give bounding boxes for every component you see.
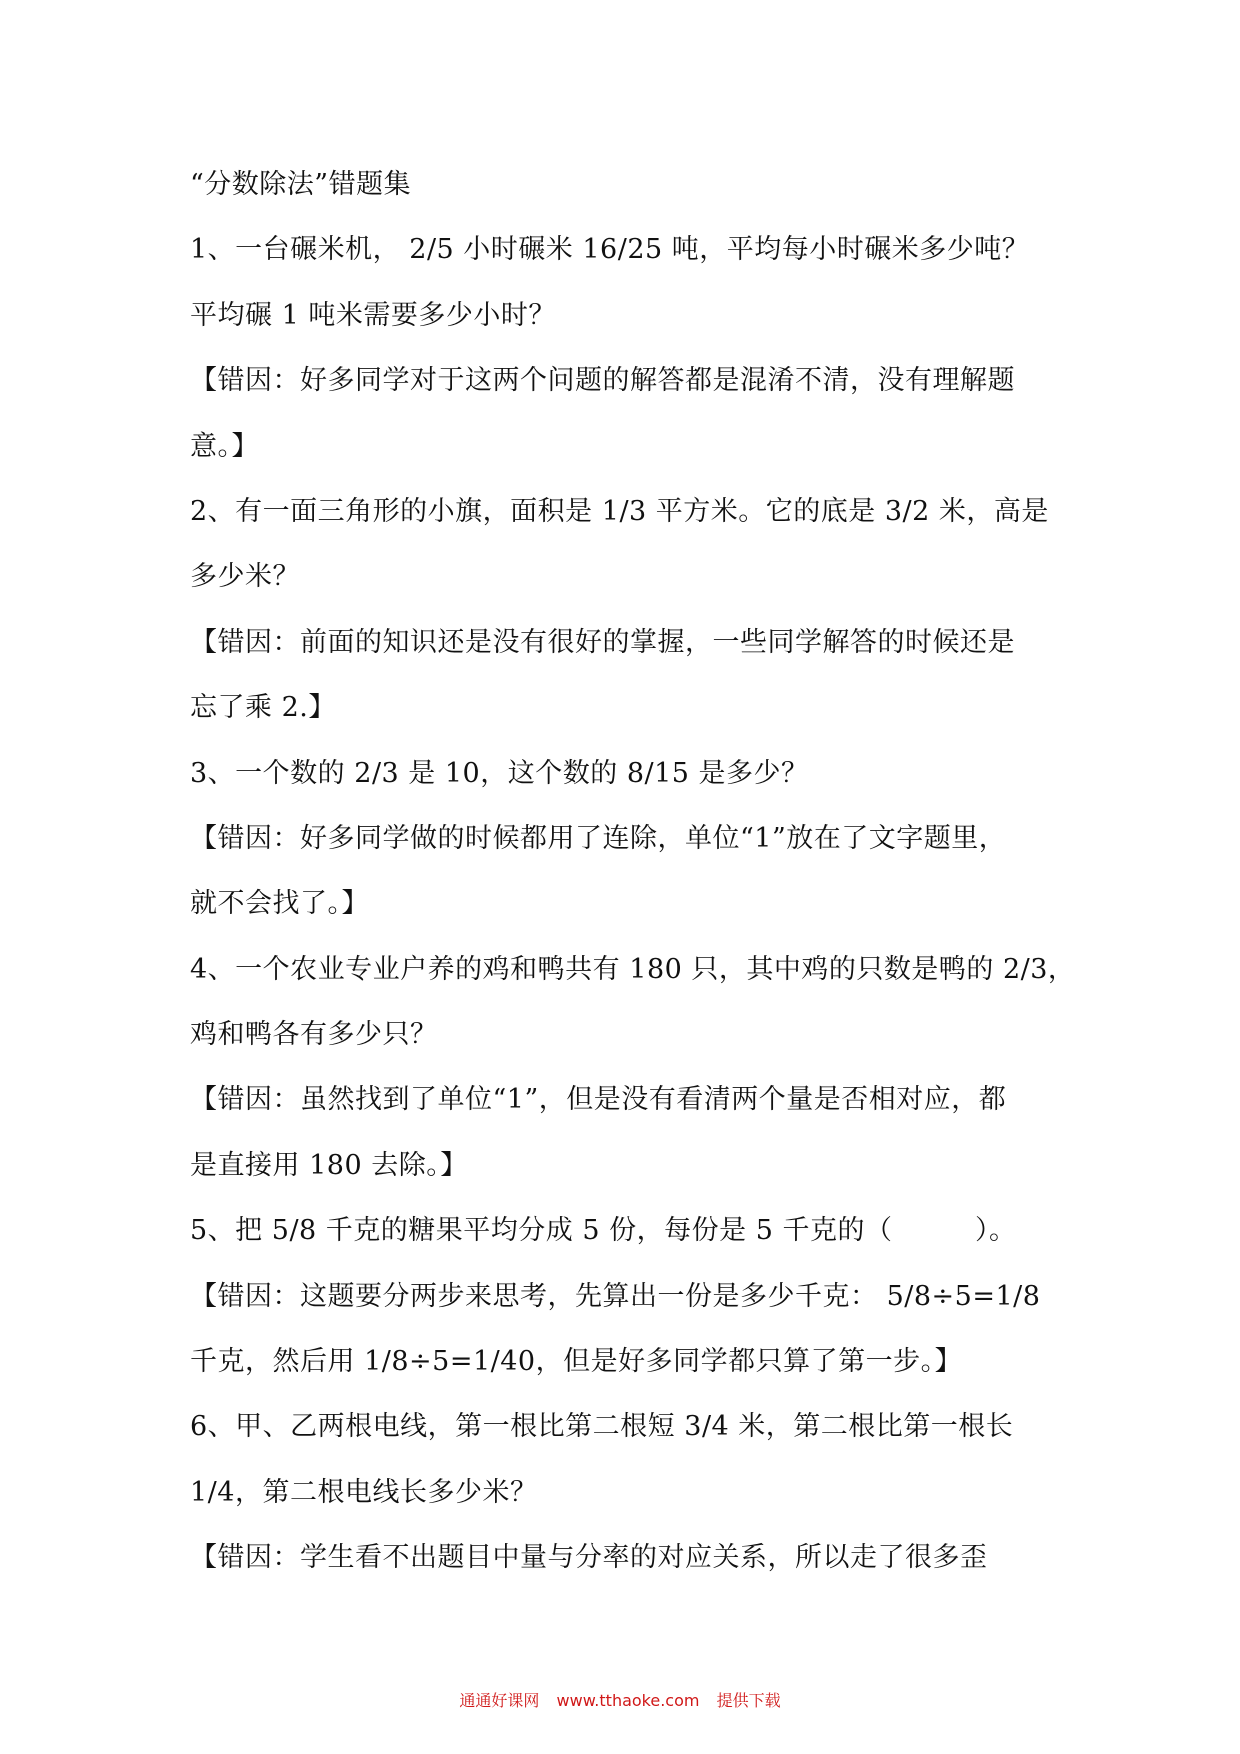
text-line: 5、把 5/8 千克的糖果平均分成 5 份，每份是 5 千克的（ ）。: [190, 1215, 1017, 1247]
text-line: 【错因：学生看不出题目中量与分率的对应关系，所以走了很多歪: [190, 1542, 988, 1574]
text-line: 2、有一面三角形的小旗，面积是 1/3 平方米。它的底是 3/2 米，高是: [190, 495, 1049, 527]
text-line: 千克，然后用 1/8÷5=1/40，但是好多同学都只算了第一步。】: [190, 1346, 963, 1378]
footer-note: 提供下载: [716, 1691, 781, 1710]
footer-url-link[interactable]: www.tthaoke.com: [556, 1691, 700, 1710]
text-line: 4、一个农业专业户养的鸡和鸭共有 180 只，其中鸡的只数是鸭的 2/3，: [190, 953, 1076, 985]
text-line: 平均碾 1 吨米需要多少小时？: [190, 299, 556, 331]
page-footer: [0, 1688, 1240, 1711]
page-title: “分数除法”错题集: [190, 169, 412, 200]
document-body: [190, 152, 1076, 1591]
text-line: 多少米？: [190, 561, 300, 593]
text-line: 就不会找了。】: [190, 888, 369, 920]
text-line: 是直接用 180 去除。】: [190, 1149, 468, 1181]
text-line: 【错因：虽然找到了单位“1”，但是没有看清两个量是否相对应，都: [190, 1084, 1007, 1116]
text-line: 3、一个数的 2/3 是 10，这个数的 8/15 是多少？: [190, 757, 809, 789]
text-line: 【错因：前面的知识还是没有很好的掌握，一些同学解答的时候还是: [190, 626, 1015, 658]
footer-site-name: 通通好课网: [459, 1691, 540, 1710]
text-line: 忘了乘 2.】: [190, 692, 336, 724]
text-line: 意。】: [190, 430, 259, 462]
text-line: 【错因：好多同学做的时候都用了连除，单位“1”放在了文字题里，: [190, 822, 1007, 854]
text-line: 1、一台碾米机， 2/5 小时碾米 16/25 吨，平均每小时碾米多少吨？: [190, 234, 1030, 266]
text-line: 鸡和鸭各有多少只？: [190, 1019, 438, 1051]
text-line: 1/4，第二根电线长多少米？: [190, 1476, 538, 1508]
text-line: 【错因：好多同学对于这两个问题的解答都是混淆不清，没有理解题: [190, 365, 1015, 397]
text-line: 【错因：这题要分两步来思考，先算出一份是多少千克： 5/8÷5=1/8: [190, 1280, 1041, 1312]
text-line: 6、甲、乙两根电线，第一根比第二根短 3/4 米，第二根比第一根长: [190, 1411, 1014, 1443]
